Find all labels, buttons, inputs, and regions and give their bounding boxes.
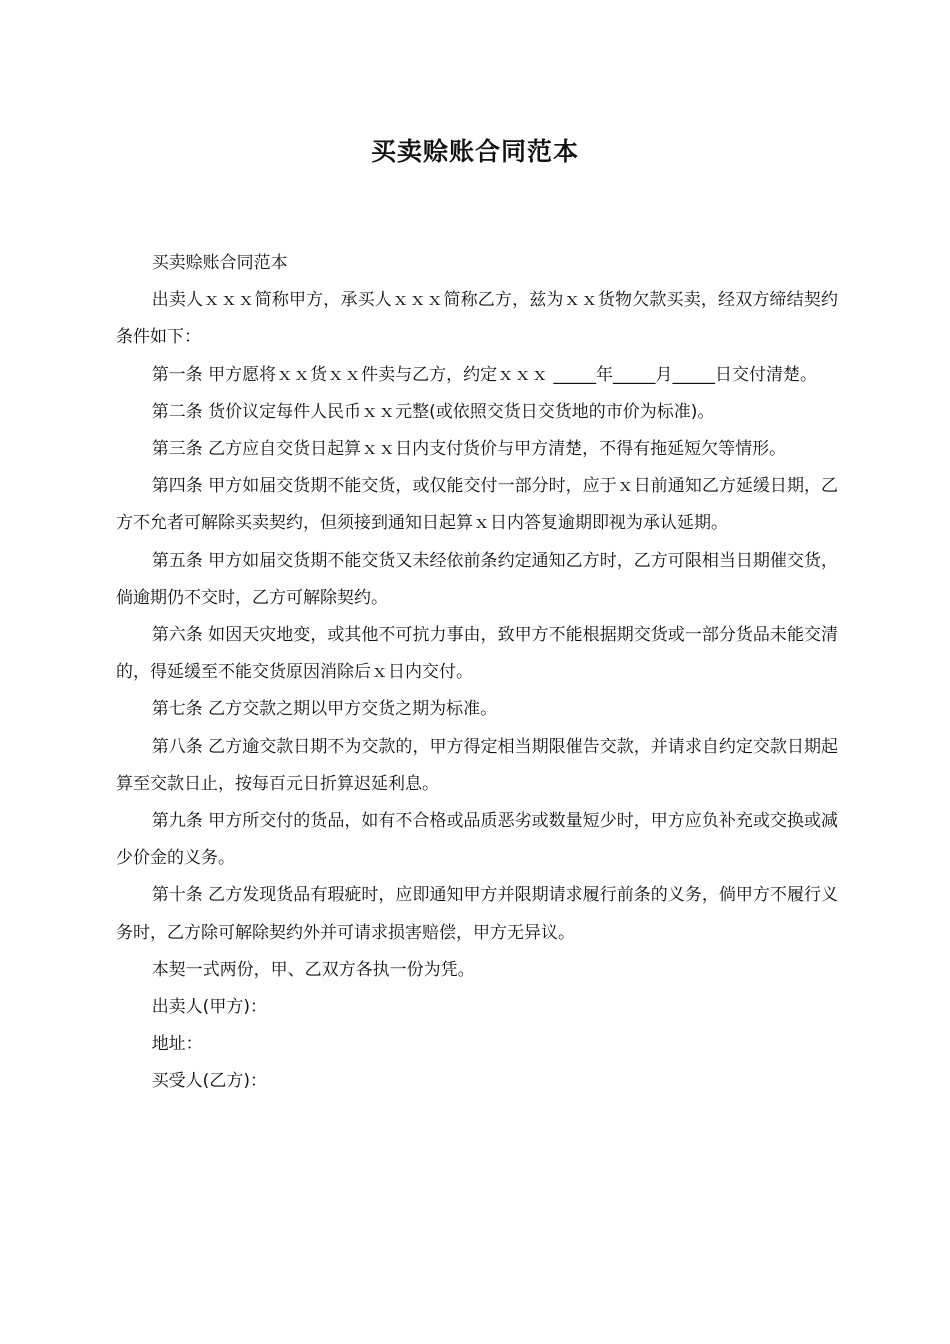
clause-2: 第二条 货价议定每件人民币ｘｘ元整(或依照交货日交货地的市价为标准)。: [151, 401, 715, 422]
paragraph-preamble: 出卖人ｘｘｘ简称甲方，承买人ｘｘｘ简称乙方，兹为ｘｘ货物欠款买卖，经双方缔结契约条件如下：: [116, 290, 838, 348]
clause-4: 第四条 甲方如届交货期不能交货，或仅能交付一部分时，应于ｘ日前通知乙方延缓日期，乙方不允者可解除买卖契约，但须接到通知日起算ｘ日内答复逾期即视为承认延期。: [116, 476, 838, 534]
document-title: 买卖赊账合同范本: [370, 137, 579, 166]
clause-8: 第八条 乙方逾交款日期不为交款的，甲方得定相当期限催告交款，并请求自约定交款日期起算至交款日止，按每百元日折算迟延利息。: [116, 736, 838, 794]
clause-3: 第三条 乙方应自交货日起算ｘｘ日内支付货价与甲方清楚，不得有拖延短欠等情形。: [151, 439, 787, 460]
clause-6: 第六条 如因天灾地变，或其他不可抗力事由，致甲方不能根据期交货或一部分货品未能交清的，得延缓至不能交货原因消除后ｘ日内交付。: [116, 625, 838, 683]
document-body: [116, 245, 838, 1101]
clause-9: 第九条 甲方所交付的货品，如有不合格或品质恶劣或数量短少时，甲方应负补充或交换或减少价金的义务。: [116, 811, 838, 869]
buyer-signature-line: 买受人(乙方)：: [151, 1071, 267, 1092]
clause-1: 第一条 甲方愿将ｘｘ货ｘｘ件卖与乙方，约定ｘｘｘ _____年_____月_____日交付清楚。: [151, 364, 817, 385]
paragraph-heading: 买卖赊账合同范本: [151, 253, 288, 273]
clause-7: 第七条 乙方交款之期以甲方交货之期为标准。: [151, 699, 498, 720]
clause-10: 第十条 乙方发现货品有瑕疵时，应即通知甲方并限期请求履行前条的义务，倘甲方不履行义务时，乙方除可解除契约外并可请求损害赔偿，甲方无异议。: [116, 885, 838, 943]
clause-5: 第五条 甲方如届交货期不能交货又未经依前条约定通知乙方时，乙方可限相当日期催交货，倘逾期仍不交时，乙方可解除契约。: [116, 550, 838, 608]
seller-signature-line: 出卖人(甲方)：: [151, 997, 267, 1018]
paragraph-copies: 本契一式两份，甲、乙双方各执一份为凭。: [151, 959, 475, 980]
address-line: 地址：: [151, 1034, 203, 1055]
